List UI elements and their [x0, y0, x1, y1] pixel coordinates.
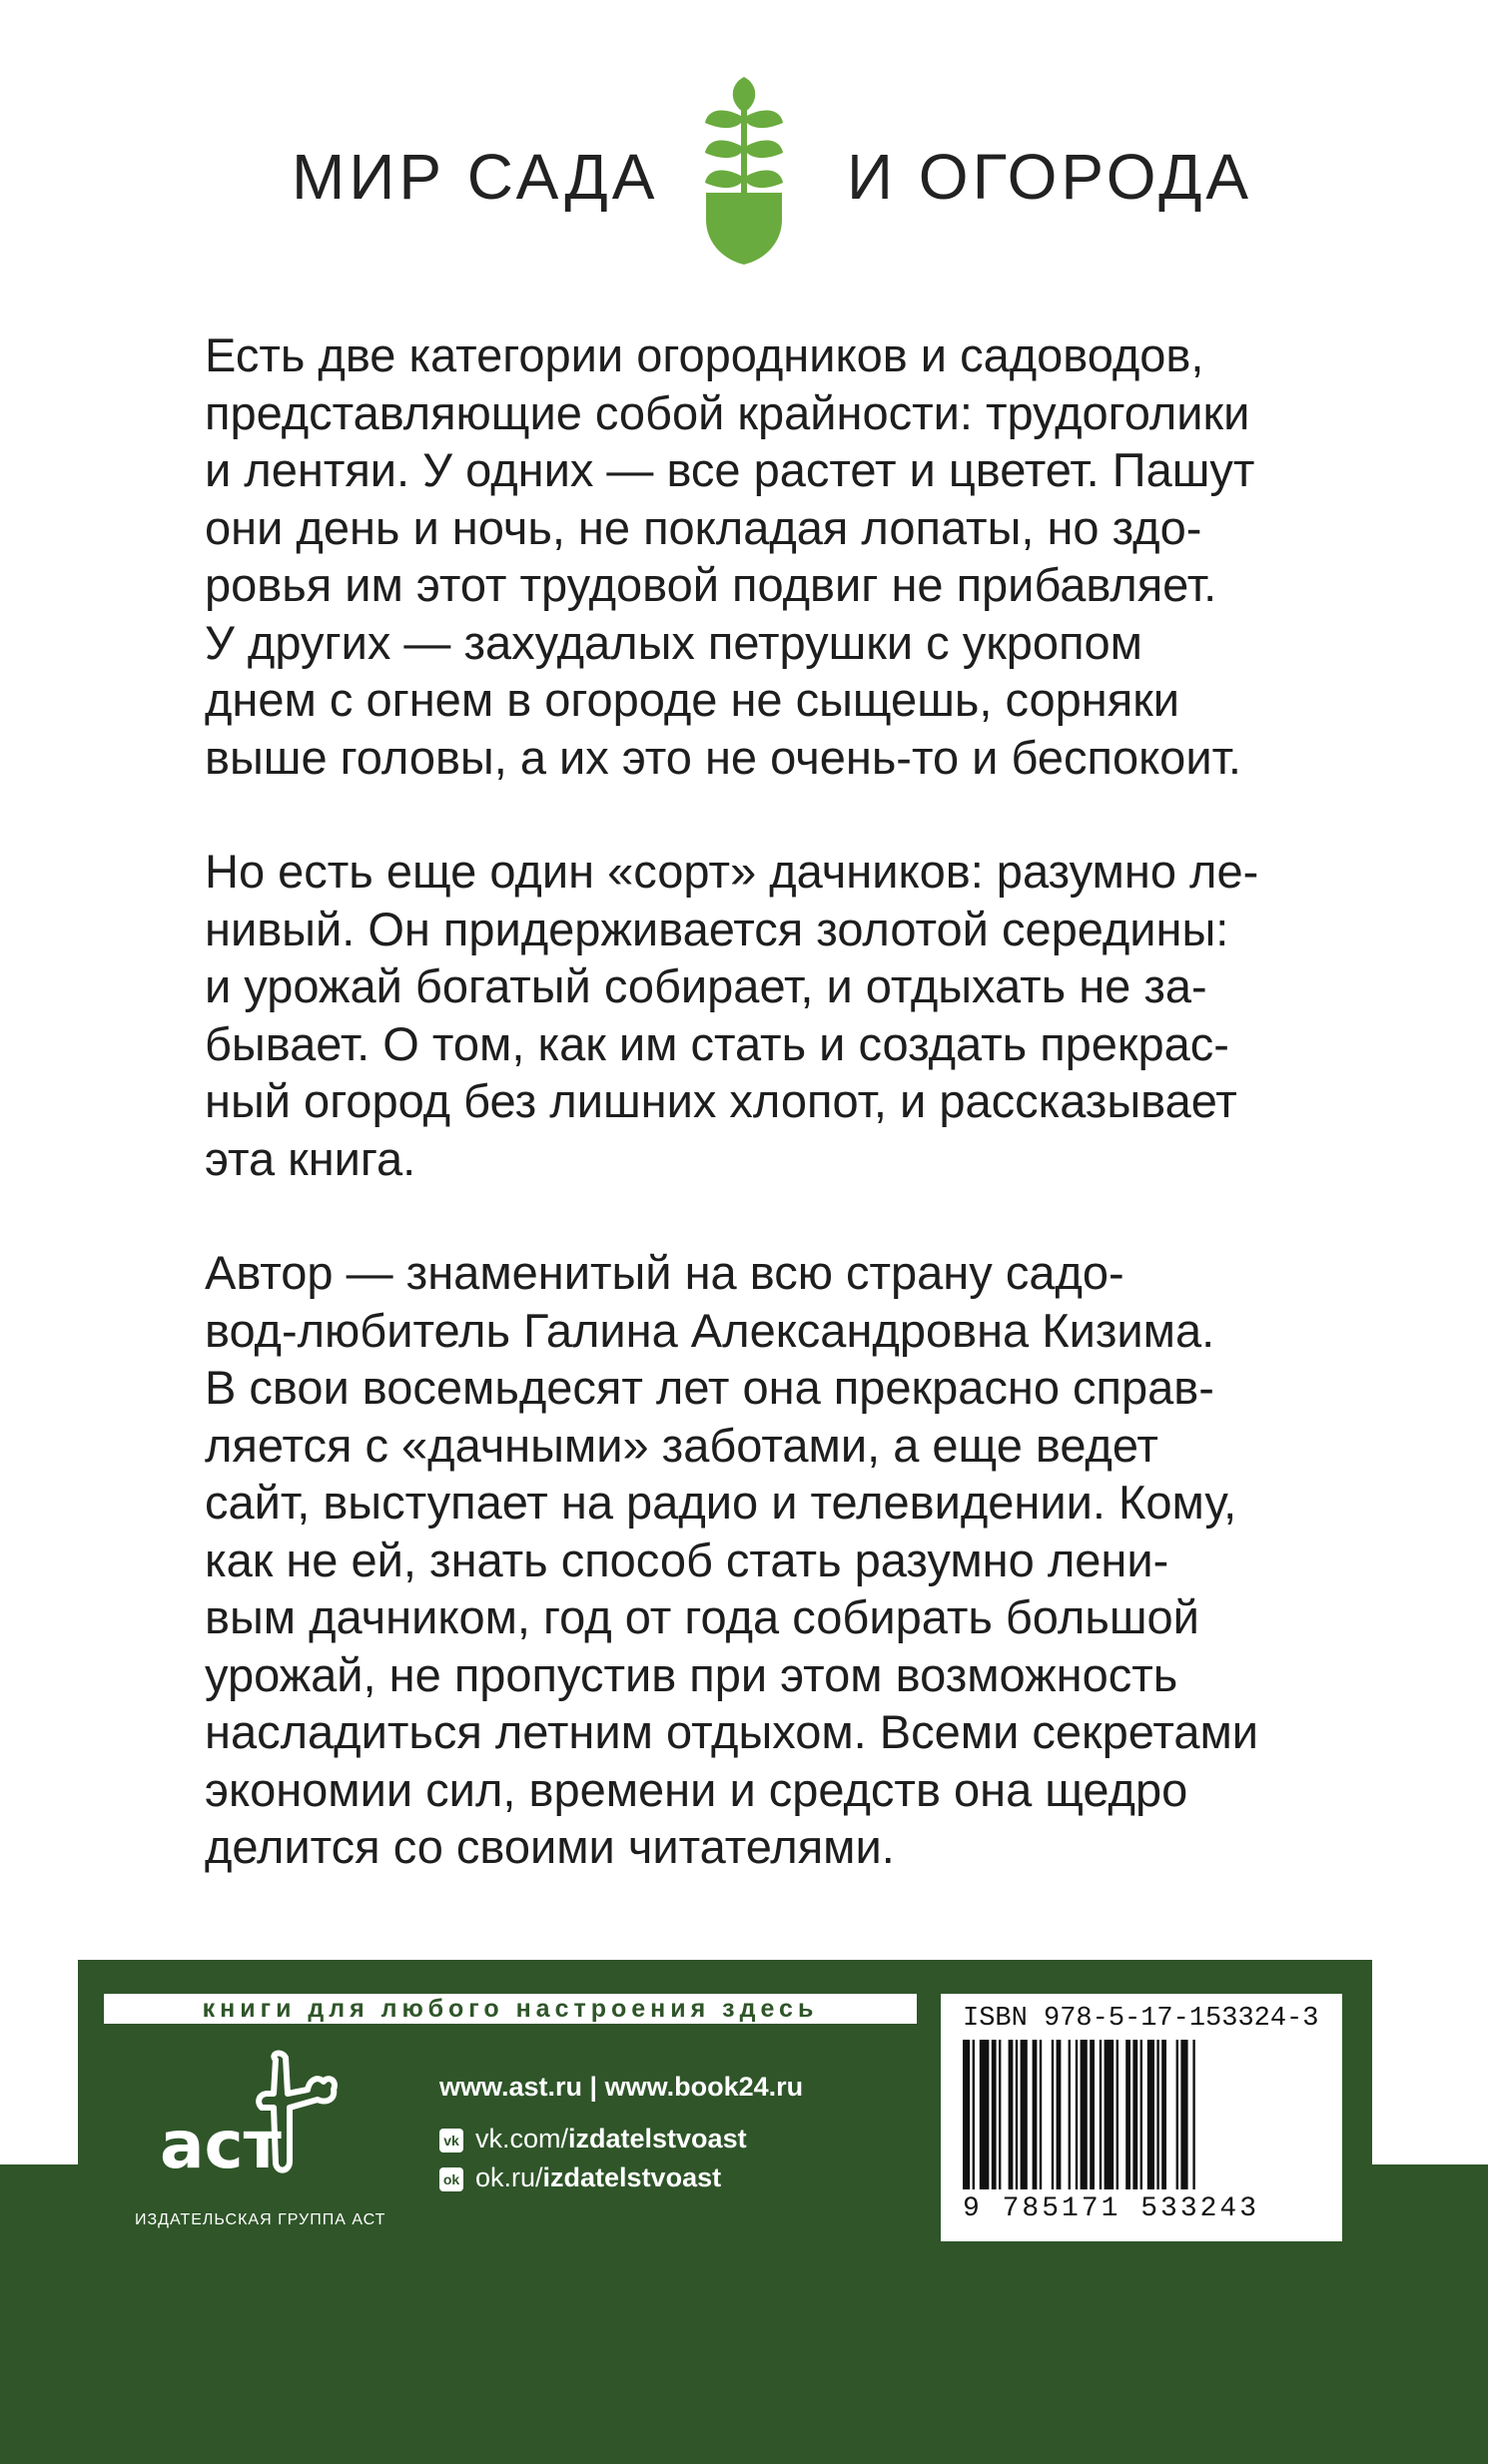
barcode-bar	[1140, 2040, 1142, 2189]
text-line: вод-любитель Галина Александровна Кизима.	[205, 1303, 1215, 1357]
social-handle: izdatelstvoast	[568, 2124, 747, 2154]
barcode-bar	[1076, 2040, 1078, 2189]
ast-logo	[158, 2050, 368, 2189]
series-title-right: И ОГОРОДА	[847, 141, 1253, 213]
text-line: делится со своими читателями.	[205, 1820, 895, 1873]
text-line: эта книга.	[205, 1131, 416, 1185]
barcode-bar	[1125, 2040, 1130, 2189]
isbn-box	[941, 1994, 1342, 2241]
publisher-name: ИЗДАТЕЛЬСКАЯ ГРУППА АСТ	[135, 2211, 386, 2228]
barcode-bar	[1132, 2040, 1137, 2189]
ast-logo-text: аст	[160, 2107, 282, 2183]
text-line: Автор — знаменитый на всю страну садо-	[205, 1246, 1124, 1299]
text-line: ровья им этот трудовой подвиг не прибавляет.	[205, 558, 1217, 611]
barcode-bar	[980, 2040, 990, 2189]
social-prefix: vk.com/	[475, 2124, 569, 2154]
barcode-bar	[1021, 2040, 1028, 2189]
social-prefix: ok.ru/	[475, 2162, 543, 2192]
barcode-bar	[1069, 2040, 1071, 2189]
barcode-bar	[1180, 2040, 1187, 2189]
text-line: Но есть еще один «сорт» дачников: разумно ле-	[205, 845, 1259, 898]
barcode-bar	[1033, 2040, 1038, 2189]
barcode-bar	[1176, 2040, 1178, 2189]
text-line: как не ей, знать способ стать разумно лени-	[205, 1533, 1169, 1586]
text-line: урожай, не пропустив при этом возможность	[205, 1647, 1178, 1701]
barcode-bar	[1052, 2040, 1054, 2189]
website-links[interactable]: www.ast.ru | www.book24.ru	[439, 2072, 804, 2102]
barcode-bar	[992, 2040, 997, 2189]
barcode-bar	[1105, 2040, 1115, 2189]
social-link-ok[interactable]	[439, 2162, 721, 2193]
text-line: нивый. Он придерживается золотой середины:	[205, 902, 1229, 955]
barcode-bar	[1161, 2040, 1166, 2189]
barcode-bar	[973, 2040, 975, 2189]
barcode-bar	[1090, 2040, 1095, 2189]
text-line: Есть две категории огородников и садоводов,	[205, 328, 1204, 381]
text-line: экономии сил, времени и средств она щедро	[205, 1762, 1188, 1816]
ok-icon: ok	[439, 2167, 463, 2191]
series-header	[0, 0, 1488, 300]
description-paragraph-3	[205, 1244, 1323, 1876]
barcode-bar	[963, 2040, 970, 2189]
book-description	[205, 326, 1323, 1933]
slogan-bar: книги для любого настроения здесь	[104, 1994, 917, 2024]
text-line: бывает. О том, как им стать и создать прекрас-	[205, 1016, 1229, 1070]
text-line: У других — захудалых петрушки с укропом	[205, 615, 1142, 669]
description-paragraph-2	[205, 843, 1323, 1187]
social-link-vk[interactable]	[439, 2124, 747, 2155]
barcode-digits: 9 785171 533243	[963, 2193, 1260, 2224]
barcode-bar	[1081, 2040, 1088, 2189]
text-line: вым дачником, год от года собирать большой	[205, 1590, 1199, 1643]
barcode-bar	[999, 2040, 1001, 2189]
text-line: представляющие собой крайности: трудоголики	[205, 385, 1250, 439]
sprout-shovel-icon	[699, 55, 789, 265]
barcode-bar	[1116, 2040, 1118, 2189]
isbn-label: ISBN 978-5-17-153324-3	[963, 2004, 1319, 2034]
text-line: ный огород без лишних хлопот, и рассказывает	[205, 1074, 1237, 1127]
text-line: ляется с «дачными» заботами, а еще ведет	[205, 1418, 1158, 1472]
text-line: и лентяи. У одних — все растет и цветет. Пашут	[205, 443, 1255, 496]
text-line: насладиться летним отдыхом. Всеми секретами	[205, 1705, 1259, 1758]
vk-icon: vk	[439, 2129, 463, 2153]
barcode-bar	[1100, 2040, 1102, 2189]
barcode-bar	[1009, 2040, 1014, 2189]
text-line: днем с огнем в огороде не сыщешь, сорняки	[205, 673, 1180, 726]
text-line: они день и ночь, не покладая лопаты, но здо-	[205, 500, 1202, 554]
text-line: сайт, выступает на радио и телевидении. Кому,	[205, 1476, 1237, 1529]
text-line: и урожай богатый собирает, и отдыхать не за-	[205, 959, 1207, 1012]
series-title-left: МИР САДА	[292, 141, 659, 213]
social-handle: izdatelstvoast	[542, 2162, 722, 2192]
barcode-bar	[1040, 2040, 1042, 2189]
barcode-bar	[1192, 2040, 1194, 2189]
text-line: В свои восемьдесят лет она прекрасно справ-	[205, 1361, 1214, 1414]
barcode-bar	[1156, 2040, 1158, 2189]
description-paragraph-1	[205, 326, 1323, 786]
barcode-bar	[1147, 2040, 1154, 2189]
barcode-bar	[1016, 2040, 1018, 2189]
barcode	[963, 2040, 1322, 2189]
barcode-bar	[1057, 2040, 1062, 2189]
text-line: выше головы, а их это не очень-то и беспокоит.	[205, 730, 1241, 784]
